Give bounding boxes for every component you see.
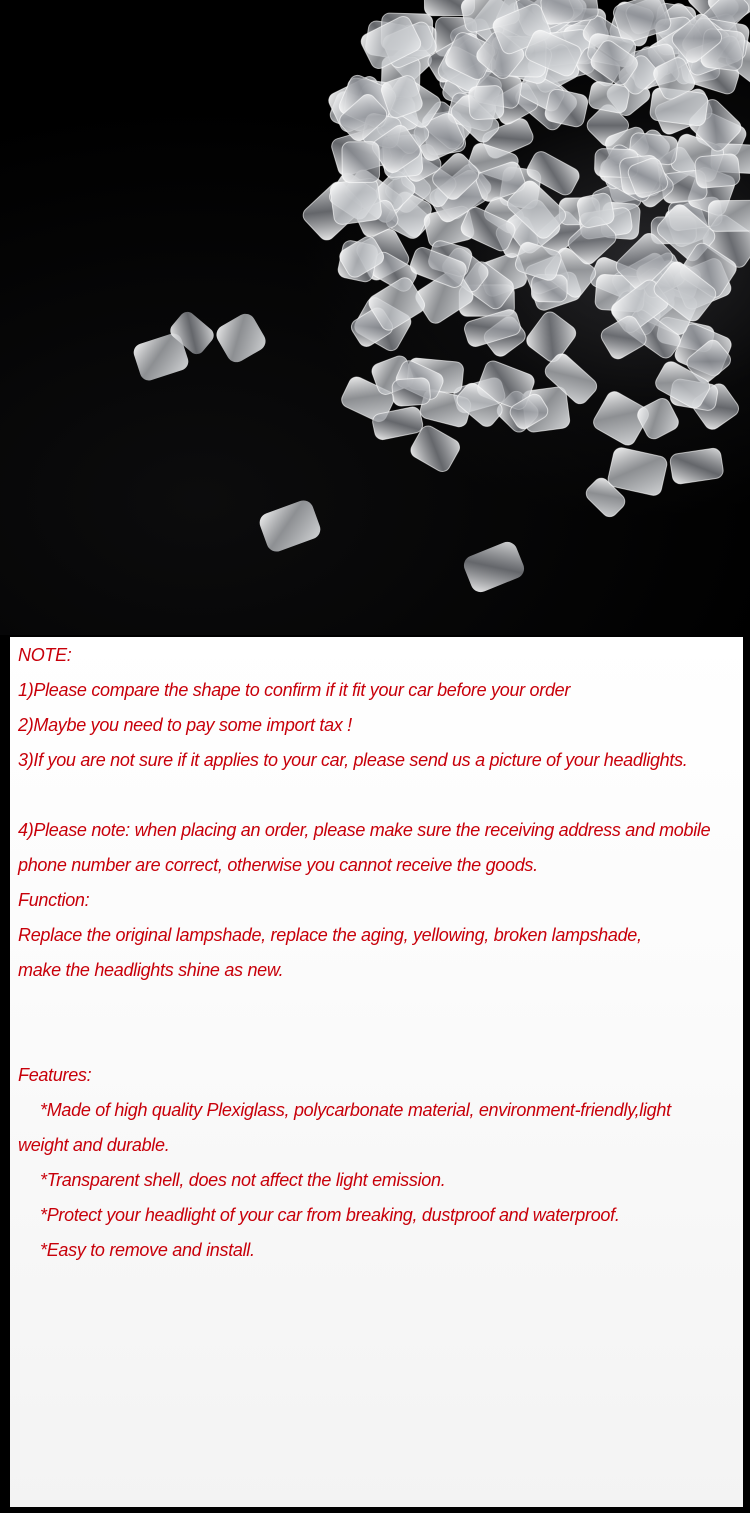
plastic-pellets-photo	[0, 0, 750, 635]
pellet	[392, 377, 431, 406]
note-item-4-continued: phone number are correct, otherwise you cannot receive the goods.	[18, 855, 538, 875]
isolated-pellets	[131, 309, 527, 595]
note-item-2: 2)Maybe you need to pay some import tax !	[18, 715, 352, 735]
feature-line-2: *Transparent shell, does not affect the light emission.	[40, 1170, 446, 1190]
pellet	[524, 309, 579, 365]
product-notes-panel	[10, 637, 743, 1507]
pellet	[694, 153, 740, 188]
feature-line-4: *Easy to remove and install.	[40, 1240, 255, 1260]
note-item-1: 1)Please compare the shape to confirm if it fit your car before your order	[18, 680, 571, 700]
feature-line-1-continued: weight and durable.	[18, 1135, 170, 1155]
pellet	[468, 85, 504, 120]
pellet	[329, 177, 382, 225]
pellet-pile	[300, 0, 750, 520]
spacer	[18, 781, 743, 816]
note-item-4: 4)Please note: when placing an order, please make sure the receiving address and mobile	[18, 820, 711, 840]
spacer	[18, 991, 743, 1061]
pellet	[342, 141, 380, 182]
feature-line-3: *Protect your headlight of your car from breaking, dustproof and waterproof.	[40, 1205, 620, 1225]
pellet	[708, 200, 750, 231]
note-item-3: 3)If you are not sure if it applies to your car, please send us a picture of your headlights.	[18, 750, 688, 770]
pellet	[576, 192, 615, 229]
function-line-2: make the headlights shine as new.	[18, 960, 284, 980]
pellets-illustration	[0, 0, 750, 635]
features-heading: Features:	[18, 1065, 92, 1085]
feature-line-1: *Made of high quality Plexiglass, polycarbonate material, environment-friendly,light	[40, 1100, 671, 1120]
function-heading: Function:	[18, 890, 90, 910]
note-heading: NOTE:	[18, 645, 72, 665]
pellet	[669, 447, 724, 485]
function-line-1: Replace the original lampshade, replace the aging, yellowing, broken lampshade,	[18, 925, 642, 945]
